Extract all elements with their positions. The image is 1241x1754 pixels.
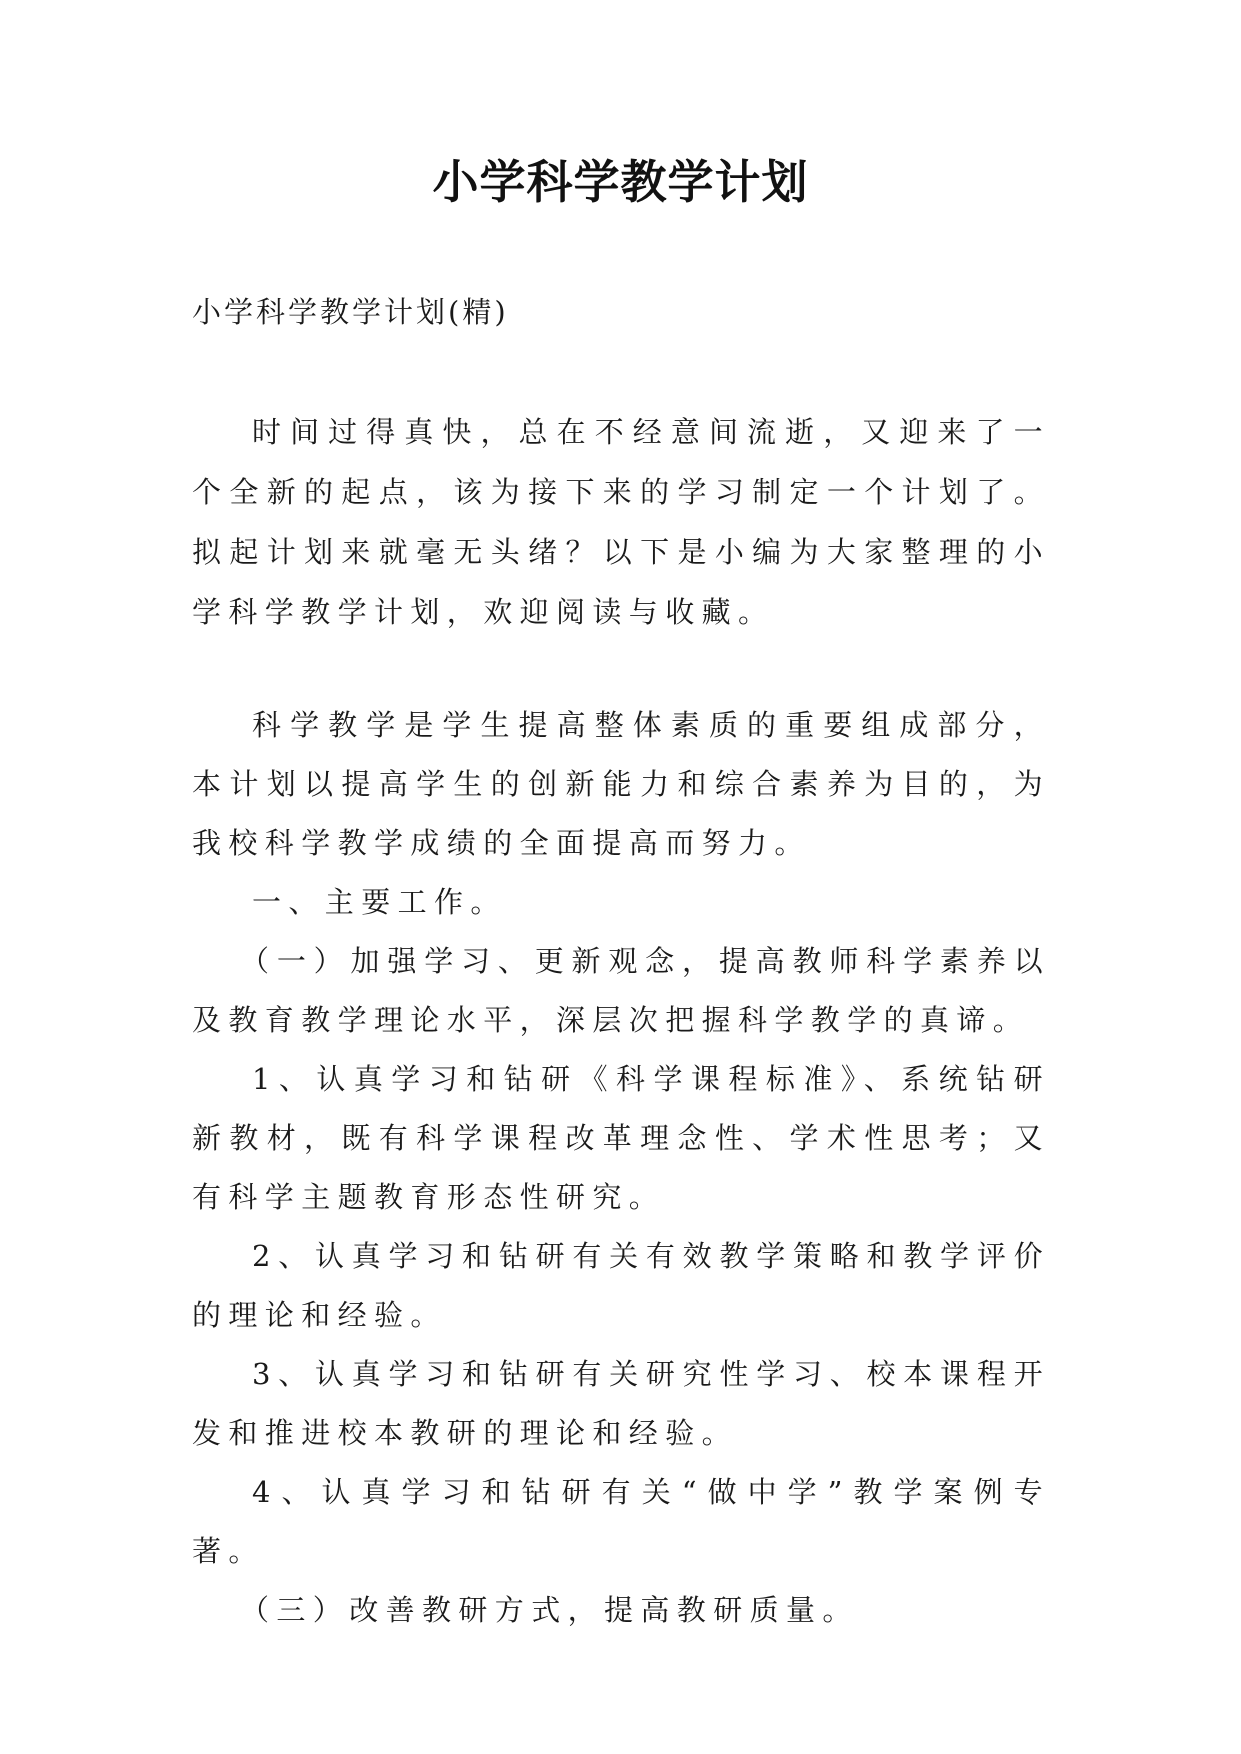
- list-item: 2、认真学习和钻研有关有效教学策略和教学评价的理论和经验。: [192, 1239, 1050, 1332]
- body-paragraph: 科学教学是学生提高整体素质的重要组成部分，本计划以提高学生的创新能力和综合素养为目的，为我校科学教学成绩的全面提高而努力。: [192, 708, 1050, 860]
- subsection-heading: （三）改善教研方式，提高教研质量。: [240, 1593, 859, 1627]
- subsection-heading: （一）加强学习、更新观念，提高教师科学素养以及教育教学理论水平，深层次把握科学教学的真谛。: [192, 944, 1050, 1037]
- document-subtitle: 小学科学教学计划(精): [192, 295, 509, 329]
- document-title: 小学科学教学计划: [432, 155, 809, 209]
- section-heading: 一、主要工作。: [252, 885, 507, 919]
- intro-section: [192, 402, 1050, 642]
- list-item: 3、认真学习和钻研有关研究性学习、校本课程开发和推进校本教研的理论和经验。: [192, 1357, 1050, 1450]
- list-item: 1、认真学习和钻研《科学课程标准》、系统钻研新教材，既有科学课程改革理念性、学术性思考；又有科学主题教育形态性研究。: [192, 1062, 1050, 1214]
- list-item: 4、认真学习和钻研有关“做中学”教学案例专著。: [192, 1475, 1050, 1568]
- main-section: [192, 696, 1050, 1640]
- intro-paragraph: 时间过得真快，总在不经意间流逝，又迎来了一个全新的起点，该为接下来的学习制定一个计划了。拟起计划来就毫无头绪？以下是小编为大家整理的小学科学教学计划，欢迎阅读与收藏。: [192, 415, 1050, 629]
